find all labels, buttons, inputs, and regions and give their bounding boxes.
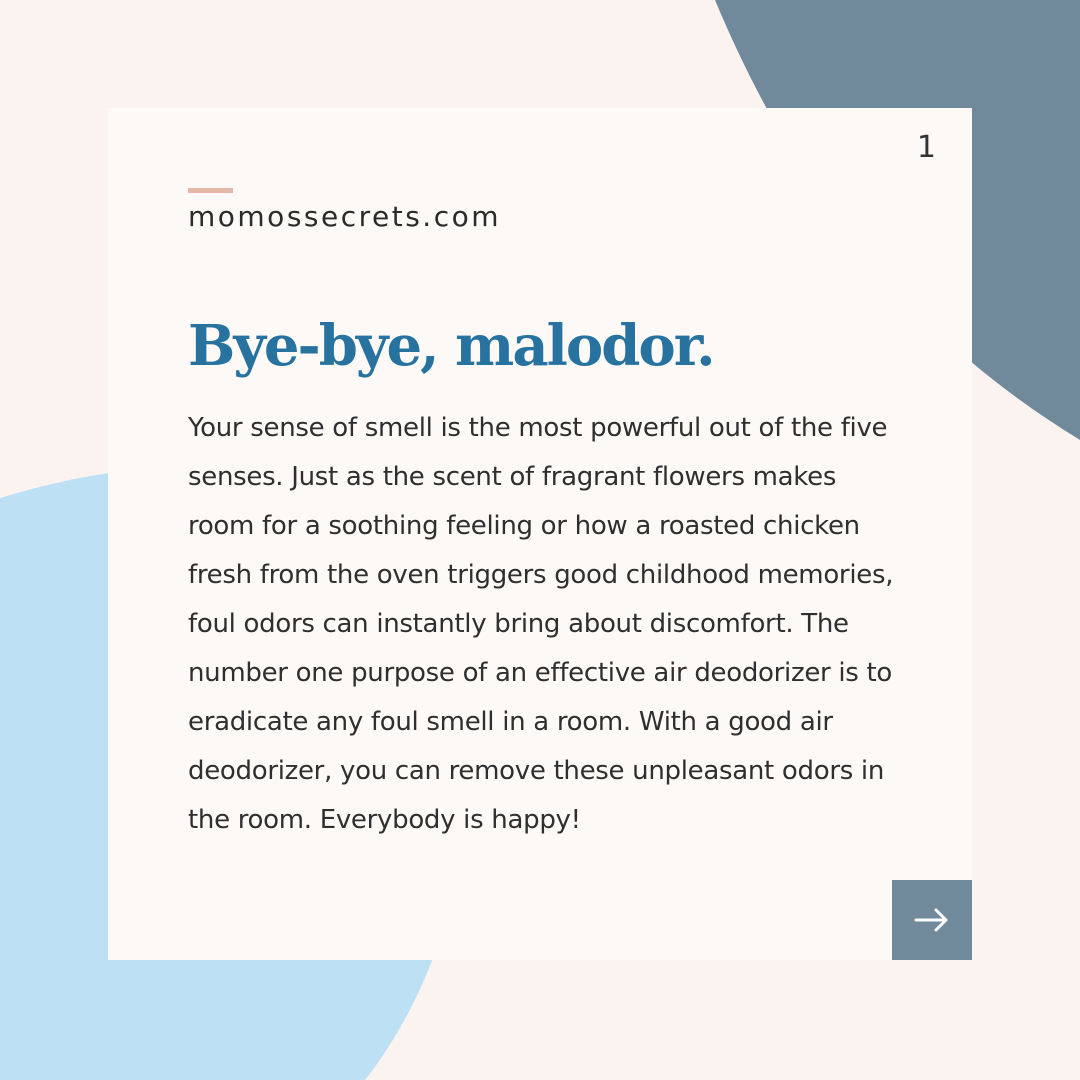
- accent-line: [188, 188, 233, 193]
- headline: Bye-bye, malodor.: [188, 313, 714, 379]
- content-card: [108, 108, 972, 960]
- brand-url: momossecrets.com: [188, 200, 501, 233]
- next-button[interactable]: [892, 880, 972, 960]
- body-text: Your sense of smell is the most powerful out of the five senses. Just as the scent of fragrant flowers makes room for a soothing feeling or how a roasted chicken fresh from the oven triggers good childhood memories, foul odors can instantly bring about discomfort. The number one purpose of an effective air deodorizer is to eradicate any foul smell in a room. With a good air deodorizer, you can remove these unpleasant odors in the room. Everybody is happy!: [188, 413, 894, 835]
- arrow-right-icon: [914, 908, 950, 932]
- page-number: 1: [916, 130, 936, 165]
